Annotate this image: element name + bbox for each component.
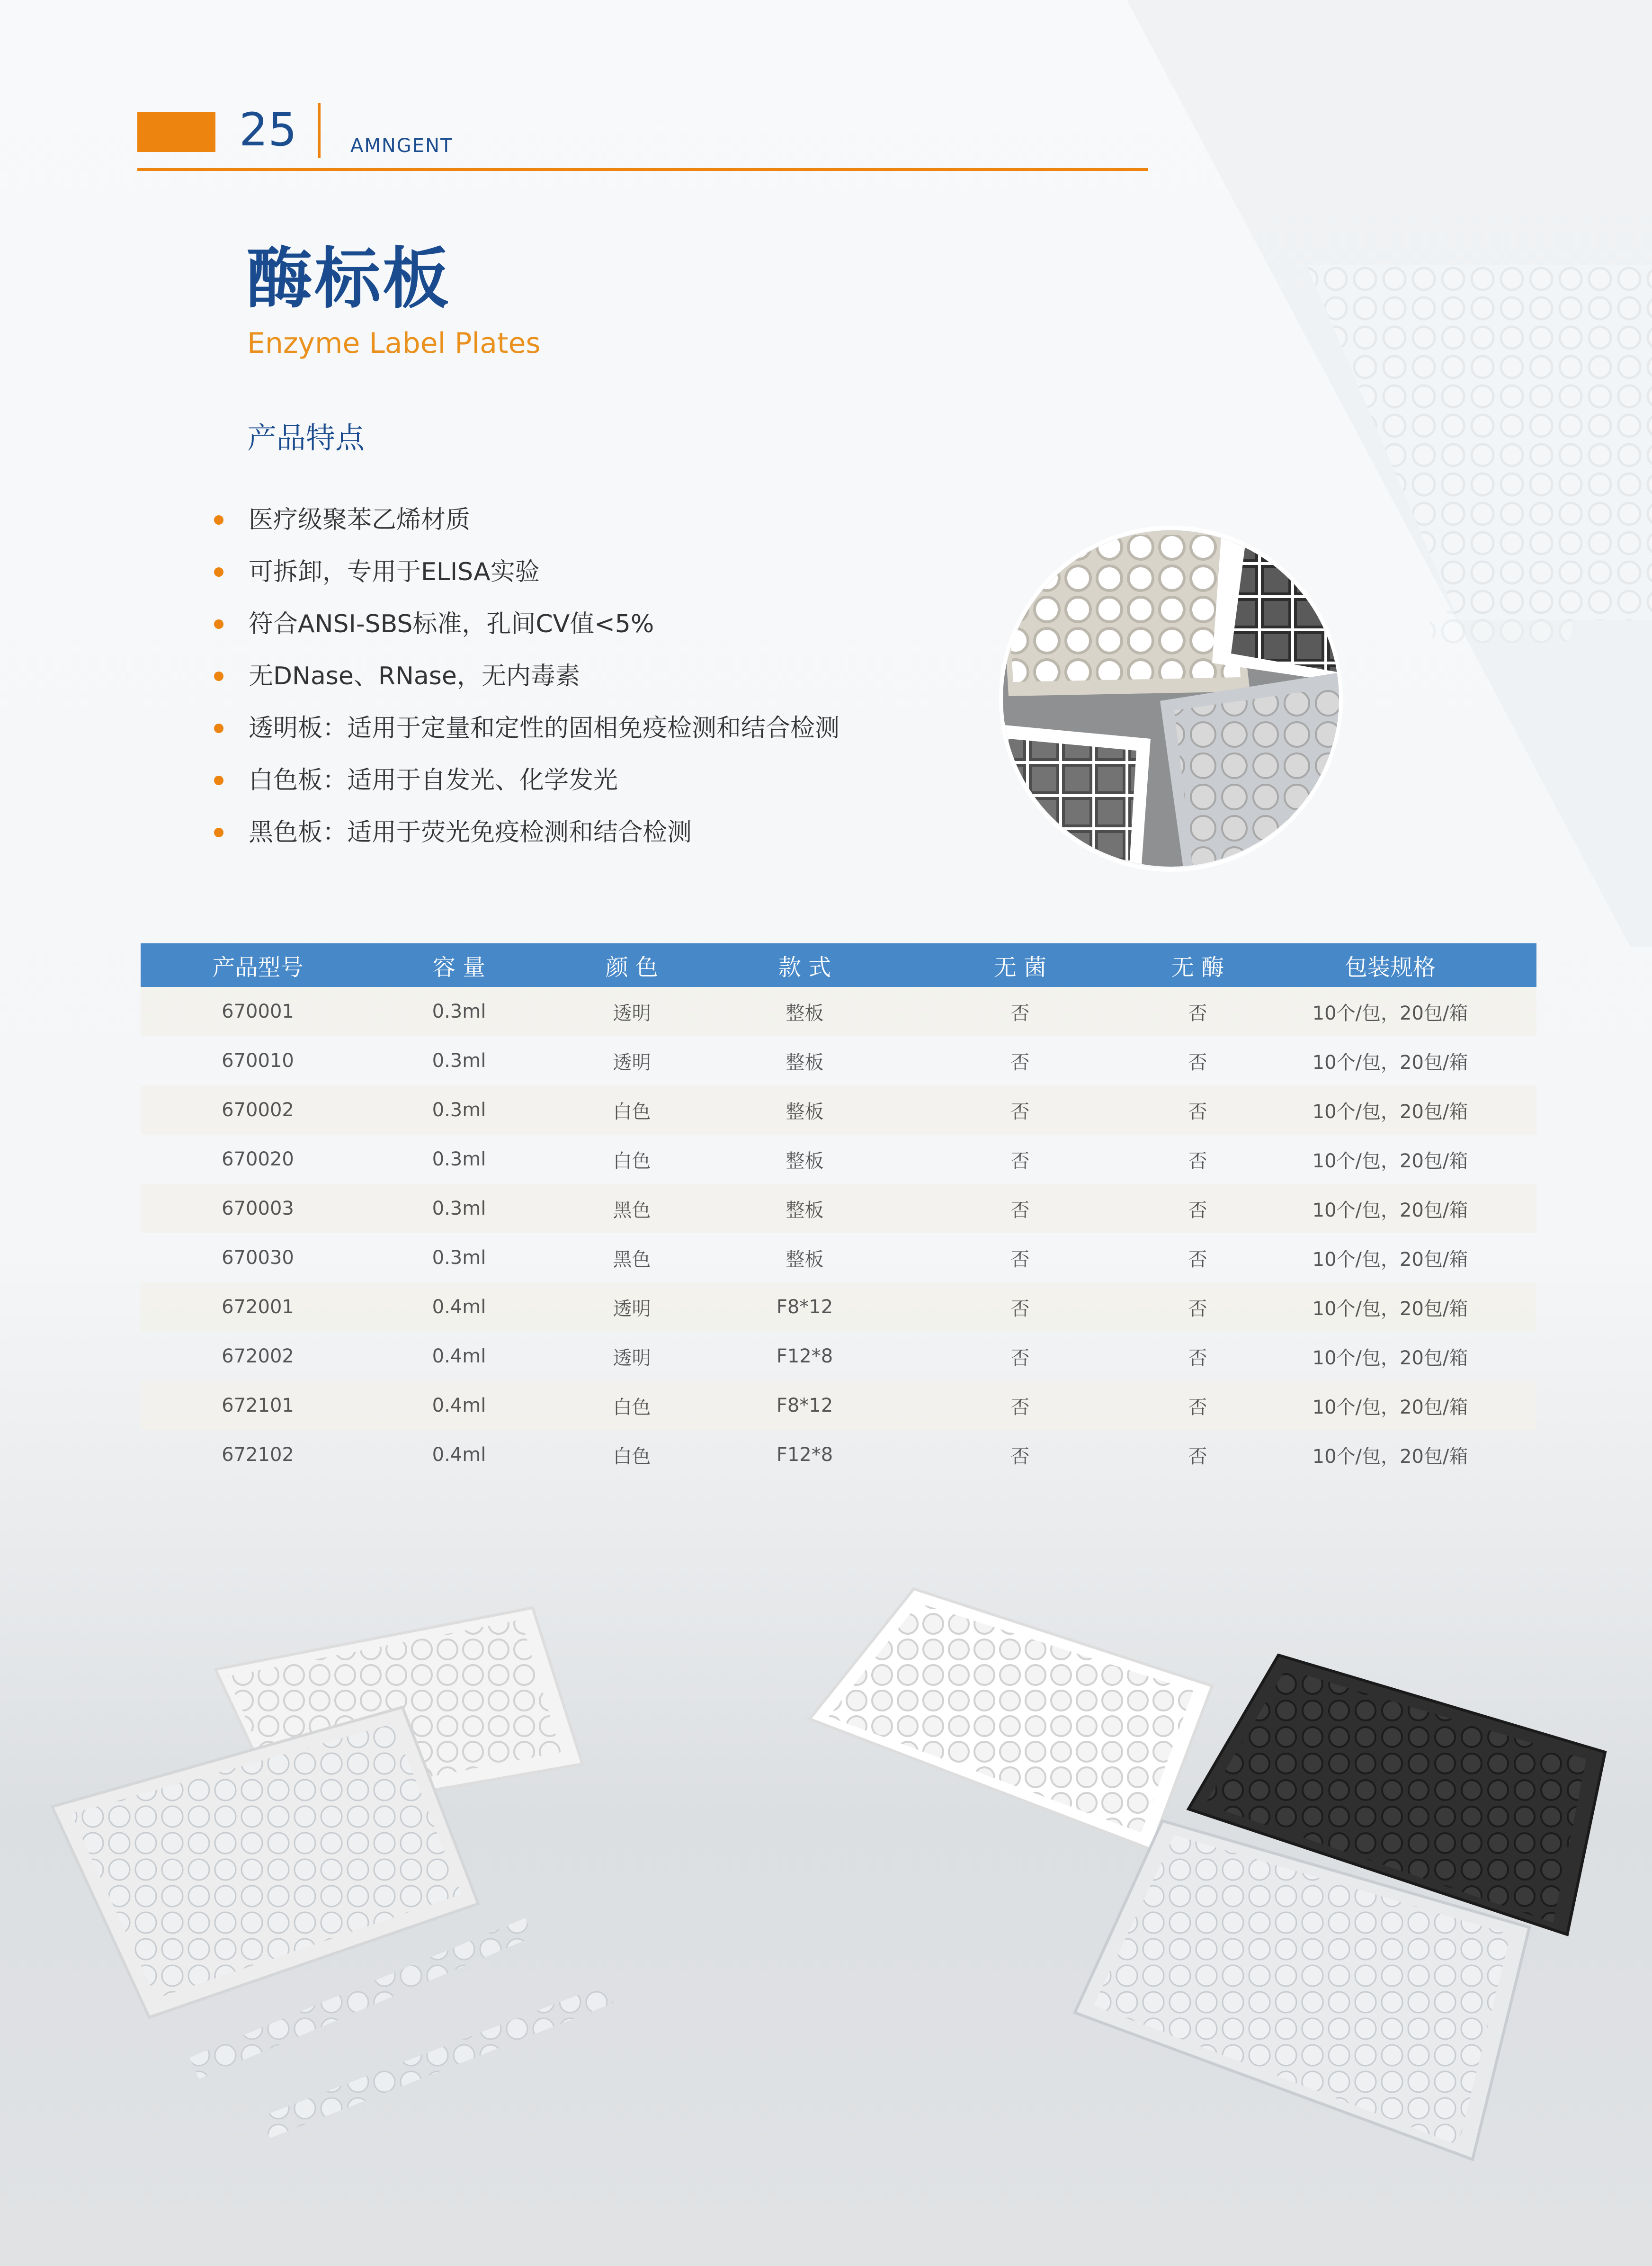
table-cell: 672102	[222, 1444, 294, 1466]
table-cell: 否	[1188, 1150, 1207, 1172]
table-row	[141, 1430, 1536, 1479]
header-cell: 无 酶	[1171, 954, 1224, 981]
table-cell: 透明	[613, 1298, 651, 1320]
table-cell: 10个/包，20包/箱	[1312, 1298, 1468, 1320]
bullet-icon	[214, 828, 223, 837]
bullet-icon	[214, 776, 223, 785]
table-row	[141, 1085, 1536, 1135]
table-cell: 透明	[613, 1051, 651, 1074]
table-cell: 0.3ml	[432, 1247, 486, 1269]
product-photo-inset	[1003, 529, 1339, 868]
table-cell: 10个/包，20包/箱	[1312, 1002, 1468, 1024]
table-cell: 否	[1010, 1002, 1030, 1024]
table-cell: 否	[1010, 1199, 1030, 1221]
table-cell: 白色	[613, 1445, 651, 1468]
table-cell: 0.3ml	[432, 1001, 486, 1022]
table-cell: 黑色	[613, 1248, 651, 1271]
table-header	[141, 943, 1536, 987]
bullet-icon	[214, 619, 223, 629]
feature-item	[208, 502, 1013, 554]
table-cell: F12*8	[776, 1345, 833, 1367]
header-rule	[137, 168, 1148, 171]
table-cell: 白色	[613, 1101, 651, 1123]
header-cell: 款 式	[778, 954, 831, 981]
table-cell: 整板	[786, 1051, 824, 1074]
table-cell: 透明	[613, 1347, 651, 1369]
table-cell: 否	[1188, 1347, 1207, 1369]
table-cell: 672101	[222, 1395, 294, 1416]
table-cell: 整板	[786, 1101, 824, 1123]
header-cell: 无 菌	[993, 954, 1047, 981]
table-body	[141, 987, 1536, 1479]
table-row	[141, 1135, 1536, 1184]
feature-text: 黑色板：适用于荧光免疫检测和结合检测	[249, 818, 692, 847]
table-cell: 670001	[222, 1001, 294, 1022]
table-cell: 整板	[786, 1199, 824, 1221]
table-cell: 否	[1188, 1101, 1207, 1123]
table-cell: F8*12	[776, 1395, 833, 1416]
feature-text: 医疗级聚苯乙烯材质	[249, 506, 471, 534]
table-cell: 整板	[786, 1150, 824, 1172]
feature-list	[208, 502, 1013, 867]
table-cell: 0.3ml	[432, 1050, 486, 1072]
table-cell: 否	[1010, 1150, 1030, 1172]
table-cell: 670030	[222, 1247, 294, 1269]
table-cell: 672002	[222, 1345, 294, 1367]
table-cell: 10个/包，20包/箱	[1312, 1199, 1468, 1221]
page-title: 酶标板	[246, 241, 451, 318]
bullet-icon	[214, 515, 223, 525]
table-row	[141, 1332, 1536, 1381]
table-cell: 0.3ml	[432, 1198, 486, 1219]
table-cell: 否	[1010, 1445, 1030, 1468]
feature-text: 无DNase、RNase，无内毒素	[249, 662, 580, 690]
table-cell: 10个/包，20包/箱	[1312, 1396, 1468, 1418]
feature-item	[208, 815, 1013, 867]
feature-text: 可拆卸，专用于ELISA实验	[249, 558, 540, 586]
table-cell: 整板	[786, 1248, 824, 1271]
table-cell: 10个/包，20包/箱	[1312, 1101, 1468, 1123]
table-cell: 整板	[786, 1002, 824, 1024]
table-cell: F12*8	[776, 1444, 833, 1466]
header-orange-block	[137, 112, 215, 152]
table-cell: 黑色	[613, 1199, 651, 1221]
table-cell: 672001	[222, 1296, 294, 1318]
bullet-icon	[214, 724, 223, 733]
table-row	[141, 987, 1536, 1036]
table-cell: 否	[1188, 1396, 1207, 1418]
table-cell: 白色	[613, 1396, 651, 1418]
table-row	[141, 1381, 1536, 1430]
table-cell: 否	[1010, 1396, 1030, 1418]
table-cell: 否	[1010, 1248, 1030, 1271]
table-row	[141, 1184, 1536, 1233]
table-cell: 否	[1188, 1002, 1207, 1024]
table-cell: 否	[1010, 1298, 1030, 1320]
table-cell: 否	[1010, 1101, 1030, 1123]
table-cell: 0.4ml	[432, 1395, 486, 1416]
table-row	[141, 1036, 1536, 1085]
table-cell: 670010	[222, 1050, 294, 1072]
table-cell: 670020	[222, 1148, 294, 1170]
table-row	[141, 1233, 1536, 1282]
header-cell: 颜 色	[605, 954, 659, 981]
table-cell: 10个/包，20包/箱	[1312, 1347, 1468, 1369]
table-cell: F8*12	[776, 1296, 833, 1318]
feature-text: 透明板：适用于定量和定性的固相免疫检测和结合检测	[249, 714, 840, 743]
table-cell: 0.3ml	[432, 1148, 486, 1170]
table-cell: 否	[1188, 1248, 1207, 1271]
table-cell: 否	[1188, 1445, 1207, 1468]
page-number: 25	[239, 103, 297, 156]
header-divider	[318, 103, 321, 158]
table-row	[141, 1282, 1536, 1332]
header-cell: 产品型号	[212, 954, 304, 981]
table-cell: 0.4ml	[432, 1345, 486, 1367]
feature-item	[208, 658, 1013, 710]
feature-item	[208, 762, 1013, 815]
table-cell: 否	[1010, 1051, 1030, 1074]
bullet-icon	[214, 672, 223, 681]
table-cell: 否	[1188, 1298, 1207, 1320]
page-subtitle: Enzyme Label Plates	[247, 327, 541, 360]
product-table	[141, 943, 1536, 1479]
table-cell: 10个/包，20包/箱	[1312, 1445, 1468, 1468]
feature-text: 白色板：适用于自发光、化学发光	[249, 766, 618, 795]
table-cell: 白色	[613, 1150, 651, 1172]
feature-text: 符合ANSI-SBS标准，孔间CV值<5%	[249, 610, 654, 638]
table-cell: 否	[1010, 1347, 1030, 1369]
feature-item	[208, 606, 1013, 658]
table-cell: 10个/包，20包/箱	[1312, 1248, 1468, 1271]
table-cell: 透明	[613, 1002, 651, 1024]
table-cell: 10个/包，20包/箱	[1312, 1051, 1468, 1074]
table-cell: 670003	[222, 1198, 294, 1219]
table-cell: 0.4ml	[432, 1444, 486, 1466]
header-cell: 包装规格	[1344, 954, 1436, 981]
table-cell: 否	[1188, 1199, 1207, 1221]
section-title: 产品特点	[247, 421, 365, 455]
feature-item	[208, 554, 1013, 606]
table-cell: 0.3ml	[432, 1099, 486, 1121]
table-cell: 否	[1188, 1051, 1207, 1074]
brand-name: AMNGENT	[350, 135, 453, 157]
table-cell: 0.4ml	[432, 1296, 486, 1318]
bullet-icon	[214, 567, 223, 577]
feature-item	[208, 710, 1013, 762]
table-cell: 670002	[222, 1099, 294, 1121]
header-cell: 容 量	[432, 954, 486, 981]
table-cell: 10个/包，20包/箱	[1312, 1150, 1468, 1172]
